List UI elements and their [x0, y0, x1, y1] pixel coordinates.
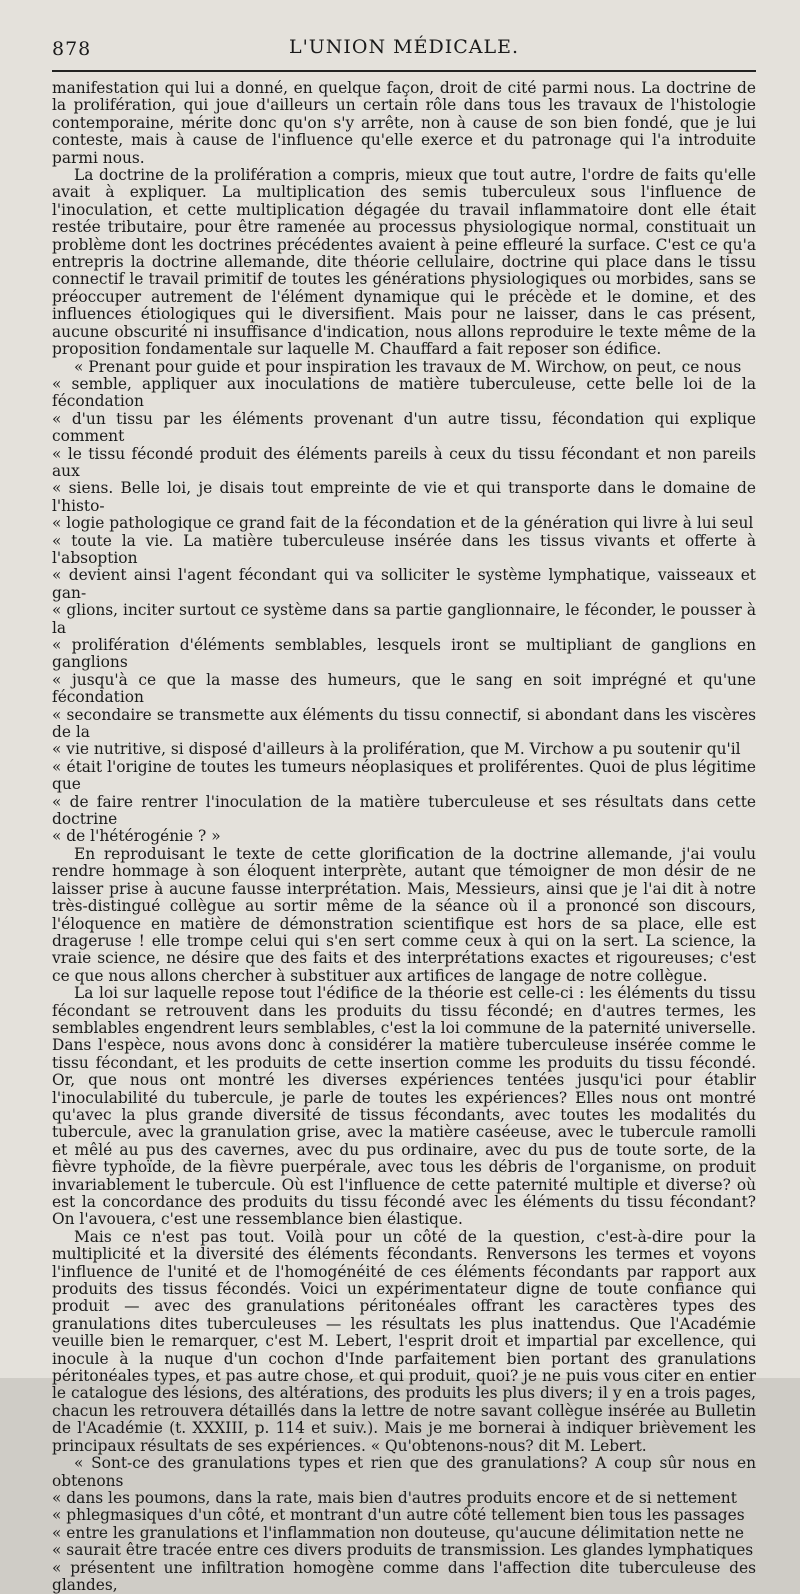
page-number: 878: [52, 38, 92, 60]
quote-line: « de faire rentrer l'inoculation de la matière tuberculeuse et ses résultats dans cette doctrine: [52, 792, 756, 829]
quote-line: « logie pathologique ce grand fait de la fécondation et de la génération qui livre à lui seul: [52, 514, 754, 533]
paragraph: La loi sur laquelle repose tout l'édifice de la théorie est celle-ci : les éléments du tissu fécondant se retrouvent dans les produits du tissu fécondé; en d'autres termes, les semblables engendrent leurs semblables, c'est la loi commune de la paternité universelle. Dans l'espèce, nous avons donc à considérer la matière tuberculeuse insérée comme le tissu fécondant, et les produits de cette insertion comme les produits du tissu fécondé. Or, que nous ont montré les diverses expériences tentées jusqu'ici pour établir l'inoculabilité du tubercule, je parle de toutes les expériences? Elles nous ont montré qu'avec la plus grande diversité de tissus fécondants, avec toutes les modalités du tubercule, avec la granulation grise, avec la matière caséeuse, avec le tubercule ramolli et mêlé au pus des cavernes, avec du pus ordinaire, avec du pus de toute sorte, de la fièvre typhoïde, de la fièvre puerpérale, avec tous les débris de l'organisme, on produit invariablement le tubercule. Où est l'influence de cette paternité multiple et diverse? où est la concordance des produits du tissu fécondé avec les éléments du tissu fécondant? On l'avouera, c'est une ressemblance bien élastique.: [52, 984, 756, 1229]
quote-line: « prolifération d'éléments semblables, lesquels iront se multipliant de ganglions en ganglions: [52, 636, 756, 672]
quote-line: « devient ainsi l'agent fécondant qui va solliciter le système lymphatique, vaisseaux et gan-: [52, 566, 756, 602]
quote-line: « Prenant pour guide et pour inspiration les travaux de M. Wirchow, on peut, ce nous: [74, 357, 742, 376]
quote-line: « jusqu'à ce que la masse des humeurs, que le sang en soit imprégné et qu'une fécondation: [52, 670, 756, 707]
quote-line: « glions, inciter surtout ce système dans sa partie ganglionnaire, le féconder, le pousser à la: [52, 601, 756, 637]
paragraph: En reproduisant le texte de cette glorification de la doctrine allemande, j'ai voulu rendre hommage à son éloquent interprète, autant que témoigner de mon désir de ne laisser prise à aucune fausse interprétation. Mais, Messieurs, ainsi que je l'ai dit à notre très-distingué collègue au sortir même de la séance où il a prononcé son discours, l'éloquence en matière de démonstration scientifique est hors de sa place, elle est drageruse ! elle trompe celui qui s'en sert comme ceux à qui on la sert. La science, la vraie science, ne désire que des faits et des interprétations exactes et rigoureuses; c'est ce que nous allons chercher à substituer aux artifices de langage de notre collègue.: [52, 844, 756, 985]
page-header: [52, 28, 756, 68]
quote-line: « d'un tissu par les éléments provenant d'un autre tissu, fécondation qui explique comment: [52, 409, 756, 446]
article-body: [52, 80, 756, 1594]
quote-line: « siens. Belle loi, je disais tout empreinte de vie et qui transporte dans le domaine de l'histo-: [52, 479, 756, 515]
quote-line: « entre les granulations et l'inflammation non douteuse, qu'aucune délimitation nette ne: [52, 1523, 745, 1542]
quote-line: « toute la vie. La matière tuberculeuse insérée dans les tissus vivants et offerte à l'absoption: [52, 531, 756, 567]
quotation: [52, 1455, 756, 1594]
quote-line: « secondaire se transmette aux éléments du tissu connectif, si abondant dans les viscères de la: [52, 705, 756, 742]
quote-line: « phlegmasiques d'un côté, et montrant d'un autre côté tellement bien tous les passages: [52, 1506, 745, 1525]
quote-line: « était l'origine de toutes les tumeurs néoplasiques et proliférentes. Quoi de plus légitime que: [52, 757, 756, 794]
quote-line: « de l'hétérogénie ? »: [52, 827, 221, 846]
quote-line: « vie nutritive, si disposé d'ailleurs à la prolifération, que M. Virchow a pu soutenir qu'il: [52, 740, 741, 759]
quote-line: « semble, appliquer aux inoculations de matière tuberculeuse, cette belle loi de la fécondation: [52, 374, 756, 411]
quote-line: « le tissu fécondé produit des éléments pareils à ceux du tissu fécondant et non pareils aux: [52, 444, 756, 480]
paragraph: manifestation qui lui a donné, en quelque façon, droit de cité parmi nous. La doctrine de la prolifération, qui joue d'ailleurs un certain rôle dans tous les travaux de l'histologie contemporaine, mérite donc qu'on s'y arrête, non à cause de son bien fondé, que je lui conteste, mais à cause de l'influence qu'elle exerce et du patronage qui l'a introduite parmi nous.: [52, 79, 756, 167]
quote-line: « Sont-ce des granulations types et rien que des granulations? A coup sûr nous en obtenons: [52, 1454, 756, 1490]
quotation: [52, 359, 756, 846]
quote-line: « dans les poumons, dans la rate, mais bien d'autres produits encore et de si nettement: [52, 1488, 737, 1507]
journal-title: L'UNION MÉDICALE.: [288, 36, 520, 58]
quote-line: « saurait être tracée entre ces divers produits de transmission. Les glandes lymphatiques: [52, 1541, 754, 1560]
quote-line: « présentent une infiltration homogène comme dans l'affection dite tuberculeuse des glandes,: [52, 1558, 756, 1594]
header-rule: [52, 70, 756, 72]
paragraph: Mais ce n'est pas tout. Voilà pour un côté de la question, c'est-à-dire pour la multiplicité et la diversité des éléments fécondants. Renversons les termes et voyons l'influence de l'unité et de l'homogénéité de ces éléments fécondants par rapport aux produits des tissus fécondés. Voici un expérimentateur digne de toute confiance qui produit — avec des granulations péritonéales offrant les caractères types des granulations dites tuberculeuses — les résultats les plus inattendus. Que l'Académie veuille bien le remarquer, c'est M. Lebert, l'esprit droit et impartial par excellence, qui inocule à la nuque d'un cochon d'Inde parfaitement bien portant des granulations péritonéales types, et pas autre chose, et qui produit, quoi? je ne puis vous citer en entier le catalogue des lésions, des altérations, des produits les plus divers; il y en a trois pages, chacun les retrouvera détaillés dans la lettre de notre savant collègue insérée au Bulletin de l'Académie (t. XXXIII, p. 114 et suiv.). Mais je me bornerai à indiquer brièvement les principaux résultats de ses expériences. « Qu'obtenons-nous? dit M. Lebert.: [52, 1227, 756, 1455]
paragraph: La doctrine de la prolifération a compris, mieux que tout autre, l'ordre de faits qu'elle avait à expliquer. La multiplication des semis tuberculeux sous l'influence de l'inoculation, et cette multiplication dégagée du travail inflammatoire dont elle était restée tributaire, pour être ramenée au processus physiologique normal, constituait un problème dont les doctrines précédentes avaient à peine effleuré la surface. C'est ce qu'a entrepris la doctrine allemande, dite théorie cellulaire, doctrine qui place dans le tissu connectif le travail primitif de toutes les générations physiologiques ou morbides, sans se préoccuper autrement de l'élément dynamique qui le précède et le domine, et des influences étiologiques qui le diversifient. Mais pour ne laisser, dans le cas présent, aucune obscurité ni insuffisance d'indication, nous allons reproduire le texte même de la proposition fondamentale sur laquelle M. Chauffard a fait reposer son édifice.: [52, 166, 756, 359]
